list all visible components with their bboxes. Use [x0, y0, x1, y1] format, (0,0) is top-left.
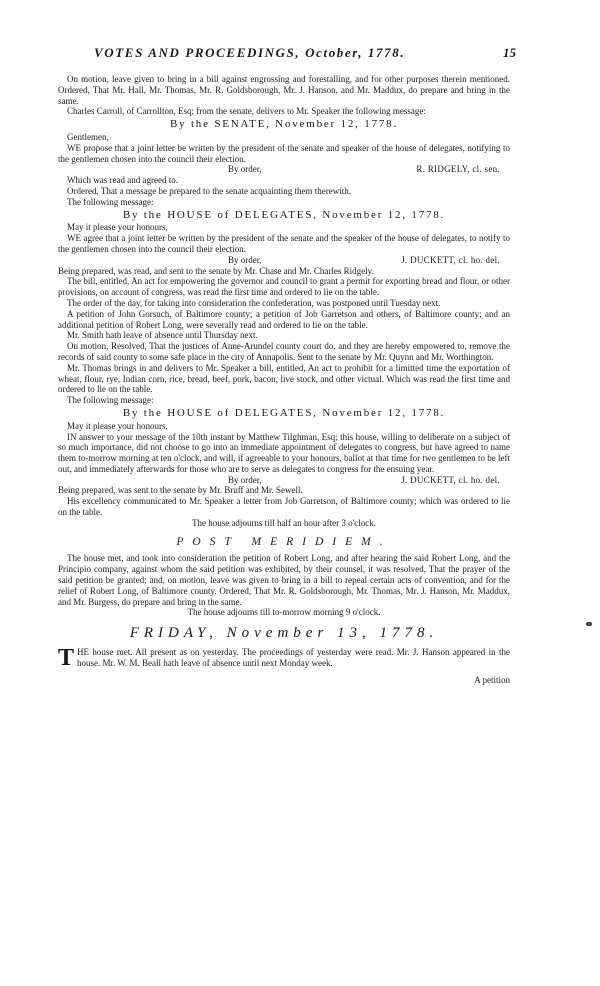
adjournment: The house adjourns till to-morrow morning 9 o'clock.	[187, 607, 381, 618]
paragraph: Being prepared, was sent to the senate by Mr. Bruff and Mr. Sewell.	[58, 485, 303, 496]
signature-by-order: By order,	[228, 254, 262, 265]
senate-message: WE propose that a joint letter be written by the president of the senate and speaker of the house of delegates, notifying to the gentlemen chosen into the council their election.	[58, 142, 510, 164]
paragraph: Which was read and agreed to.	[67, 175, 178, 186]
catchword: A petition	[474, 674, 510, 685]
friday-heading: FRIDAY, November 13, 1778.	[129, 625, 439, 642]
paragraph: The following message:	[67, 395, 154, 406]
paragraph: Charles Carroll, of Carrollton, Esq; from the senate, delivers to Mr. Speaker the following message:	[67, 106, 426, 117]
house-heading: By the HOUSE of DELEGATES, November 12, 1778.	[122, 406, 446, 419]
document-page	[58, 45, 516, 685]
salutation: May it please your honours,	[67, 222, 168, 233]
paragraph: The order of the day, for taking into consideration the confederation, was postponed until Tuesday next.	[67, 297, 441, 308]
house-message: IN answer to your message of the 10th instant by Matthew Tilghman, Esq; this house, willing to deliberate on a subject of so much importance, did not choose to go into an immediate appointment of delegates to congress, but have agreed to name them to-morrow morning at ten o'clock, and will, if agreeable to your honours, ballot at that time for two gentlemen to be left out, and immediately afterwards for those who are to serve as delegates to congress for the ensuing year.	[58, 431, 510, 474]
paragraph: Mr. Thomas brings in and delivers to Mr. Speaker a bill, entitled, An act to prohibit for a limitted time the exportation of wheat, flour, rye, Indian corn, rice, bread, beef, pork, bacon, live stock, and other victual. Which was read the first time and ordered to lie on the table.	[58, 362, 510, 395]
running-head: VOTES AND PROCEEDINGS, October, 1778.	[94, 45, 406, 60]
adjournment: The house adjourns till half an hour after 3 o'clock.	[191, 517, 377, 528]
paragraph: His excellency communicated to Mr. Speaker a letter from Job Garretson, of Baltimore county; which was ordered to lie on the table.	[58, 496, 510, 518]
signature-by-order: By order,	[228, 164, 262, 175]
paragraph: Ordered, That a message be prepared to the senate acquainting them therewith.	[67, 185, 351, 196]
page-number: 15	[503, 45, 516, 60]
signature-name: J. DUCKETT, cl. ho. del.	[401, 254, 500, 265]
salutation: May it please your honours,	[67, 420, 168, 431]
house-message: WE agree that a joint letter be written by the president of the senate and the speaker of the house of delegates, to notify to the gentlemen chosen into the council their election.	[58, 233, 510, 254]
paragraph: The house met, and took into consideration the petition of Robert Long, and after hearing the said Robert Long, and the Principio company, against whom the said petition was exhibited, by their counsel, it was resolved, That the prayer of the said petition be granted; and, on motion, leave was given to bring in a bill to repeal certain acts of convention, and for the relief of Robert Long, of Baltimore county. Ordered, That Mr. R. Goldsborough, Mr. Thomas, Mr. J. Hanson, Mr. Maddux, and Mr. Burgess, do prepare and bring in the same.	[58, 553, 510, 607]
drop-cap: T	[58, 645, 75, 672]
house-heading: By the HOUSE of DELEGATES, November 12, 1778.	[122, 208, 446, 221]
post-meridiem-heading: POST MERIDIEM.	[176, 535, 392, 548]
paragraph: Being prepared, was read, and sent to the senate by Mr. Chase and Mr. Charles Ridgely.	[58, 265, 374, 276]
paragraph: The bill, entitled, An act for empowering the governor and council to grant a permit for exporting bread and flour, or other provisions, on account of congress, was read the first time and ordered to lie on the table.	[58, 276, 510, 298]
ink-speck	[586, 622, 592, 626]
paragraph: The following message:	[67, 196, 154, 207]
paragraph: A petition of John Gorsuch, of Baltimore county; a petition of Job Garretson and others, of Baltimore county; and an additional petition of Robert Long, were severally read and ordered to lie on the table.	[58, 308, 510, 330]
paragraph: Mr. Smith hath leave of absence until Thursday next.	[67, 330, 258, 341]
paragraph: On motion, Resolved, That the justices of Anne-Arundel county court do, and they are hereby empowered to, remove the records of said county to some safe place in the city of Annapolis. Sent to the senate by Mr. Quynn and Mr. Worthington.	[58, 341, 510, 362]
page-header	[58, 45, 516, 64]
signature-name: R. RIDGELY, cl. sen.	[416, 164, 500, 175]
signature-by-order: By order,	[228, 474, 262, 485]
paragraph: HE house met. All present as on yesterday. The proceedings of yesterday were read. Mr. J. Hanson appeared in the house. Mr. W. M. Beall hath leave of absence until next Monday week.	[77, 647, 510, 668]
signature-line	[58, 255, 510, 266]
senate-heading: By the SENATE, November 12, 1778.	[169, 118, 399, 131]
signature-name: J. DUCKETT, cl. ho. del.	[401, 474, 500, 485]
paragraph: On motion, leave given to bring in a bill against engrossing and forestalling, and for other purposes therein mentioned. Ordered, That Mr. Hall, Mr. Thomas, Mr. R. Goldsborough, Mr. J. Hanson, and Mr. Maddux, do prepare and bring in the same.	[58, 74, 510, 106]
friday-opening	[58, 645, 510, 672]
salutation: Gentlemen,	[67, 131, 109, 142]
signature-line	[58, 164, 510, 175]
signature-line	[58, 475, 510, 486]
